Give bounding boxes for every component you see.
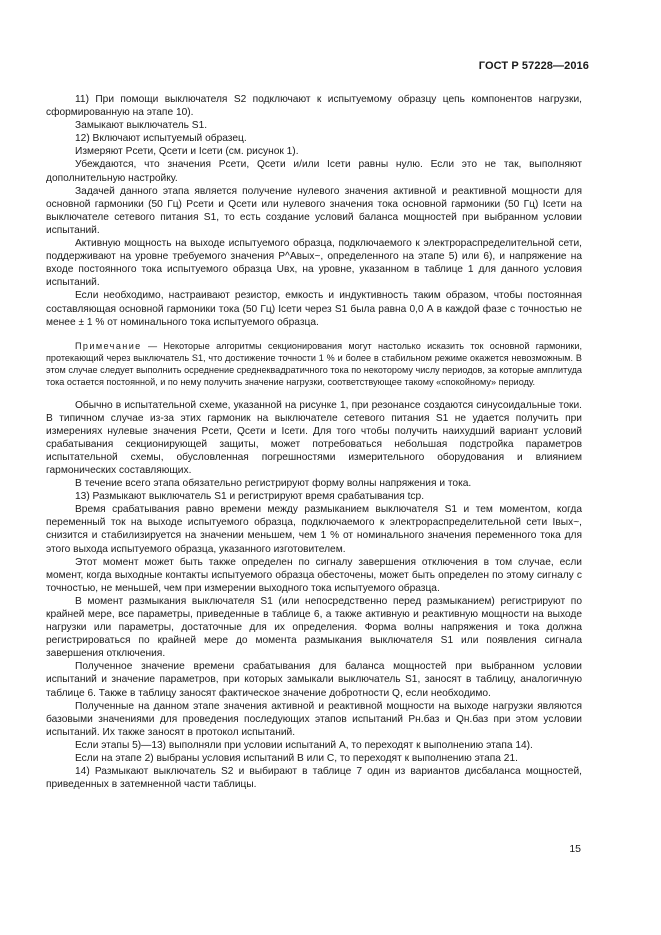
document-body [46, 93, 582, 791]
paragraph: Убеждаются, что значения Pсети, Qсети и/или Iсети равны нулю. Если это не так, выполняют дополнительную настройку. [46, 159, 582, 184]
note-text: Некоторые алгоритмы секционирования могут настолько исказить ток основной гармоники, протекающий через выключатель S1, что достижение точности 1 % и более в стабильном режиме окажется невозможным. В этом случае следует выполнить осреднение среднеквадратичного тока по некоторому числу периодов, за которые амплитуда тока остается постоянной, и по нему получить значение нагрузки, соответствующее такому «спокойному» периоду. [46, 340, 582, 388]
paragraph: Замыкают выключатель S1. [75, 120, 208, 132]
paragraph: Полученное значение времени срабатывания для баланса мощностей при выбранном условии испытаний и значение параметров, при которых замыкали выключатель S1, заносят в таблицу, аналогичную таблице 6. Также в таблицу заносят фактическое значение добротности Q, если необходимо. [46, 661, 582, 699]
paragraph: Этот момент может быть также определен по сигналу завершения отключения в том случае, если момент, когда выходные контакты испытуемого образца обесточены, может быть определен по этому сигналу с точностью, не меньшей, чем при измерении выходного тока испытуемого образца. [46, 556, 582, 594]
paragraph: 13) Размыкают выключатель S1 и регистрируют время срабатывания tср. [75, 491, 425, 503]
note [46, 340, 582, 389]
note-label: Примечание [75, 340, 142, 351]
paragraph: Активную мощность на выходе испытуемого образца, подключаемого к электрораспределительной сети, поддерживают на уровне требуемого значения P^Aвых~, определенного на этапе 5) или 6), и напряжение на входе постоянного тока испытуемого образца Uвх, на уровне, указанном в таблице 1 для данного условия испытаний. [46, 238, 582, 289]
paragraph: Измеряют Pсети, Qсети и Iсети (см. рисунок 1). [75, 146, 299, 158]
paragraph: Полученные на данном этапе значения активной и реактивной мощности на выходе нагрузки являются базовыми значениями для проведения последующих этапов испытаний Pн.баз и Qн.баз при этом условии испытаний. Их также заносят в протокол испытаний. [46, 700, 582, 738]
note-dash: — [147, 340, 158, 351]
paragraph: 12) Включают испытуемый образец. [75, 133, 247, 145]
paragraph: Если на этапе 2) выбраны условия испытаний В или С, то переходят к выполнению этапа 21. [75, 753, 518, 765]
paragraph: Если этапы 5)—13) выполняли при условии испытаний А, то переходят к выполнению этапа 14). [75, 739, 533, 751]
paragraph: В течение всего этапа обязательно регистрируют форму волны напряжения и тока. [75, 478, 472, 490]
paragraph: В момент размыкания выключателя S1 (или непосредственно перед размыканием) регистрируют по крайней мере, все параметры, приведенные в таблице 6, а также активную и реактивную мощности на выходе нагрузки или параметры, достаточные для их определения. Форма волны напряжения и тока должна регистрироваться по крайней мере до момента размыкания выключателя S1 или появления сигнала завершения отключения. [46, 595, 582, 660]
paragraph: Если необходимо, настраивают резистор, емкость и индуктивность таким образом, чтобы постоянная составляющая основной гармоники тока (50 Гц) Iсети через S1 была равна 0,0 А в каждой фазе с точностью не менее ± 1 % от номинального тока испытуемого образца. [46, 290, 582, 328]
standard-number: ГОСТ Р 57228—2016 [478, 60, 589, 72]
paragraph: 14) Размыкают выключатель S2 и выбирают в таблице 7 один из вариантов дисбаланса мощностей, приведенных в затемненной части таблицы. [46, 766, 582, 791]
page-number: 15 [569, 843, 581, 855]
paragraph: Обычно в испытательной схеме, указанной на рисунке 1, при резонансе создаются синусоидальные токи. В типичном случае из-за этих гармоник на выключателе сетевого питания S1 не удается получить при измерениях нулевые значения Pсети, Qсети и Iсети. Для того чтобы получить наихудший вариант условий срабатывания секционирующей защиты, может потребоваться небольшая подстройка параметров испытательной схемы, обусловленная погрешностями измерительного оборудования и влиянием гармонических составляющих. [46, 399, 582, 476]
paragraph: Задачей данного этапа является получение нулевого значения активной и реактивной мощности для основной гармоники (50 Гц) Pсети и Qсети или нулевого значения тока основной гармоники (50 Гц) Iсети на выключателе сетевого питания S1, то есть создание условий баланса мощностей при выбранном условии испытаний. [46, 185, 582, 236]
paragraph: Время срабатывания равно времени между размыканием выключателя S1 и тем моментом, когда переменный ток на выходе испытуемого образца, подключаемого к электрораспределительной сети Iвых~, снизится и стабилизируется на значении меньшем, чем 1 % от номинального значения переменного тока для этого выхода испытуемого образца, указанного изготовителем. [46, 504, 582, 555]
paragraph: 11) При помощи выключателя S2 подключают к испытуемому образцу цепь компонентов нагрузки, сформированную на этапе 10). [46, 94, 582, 119]
